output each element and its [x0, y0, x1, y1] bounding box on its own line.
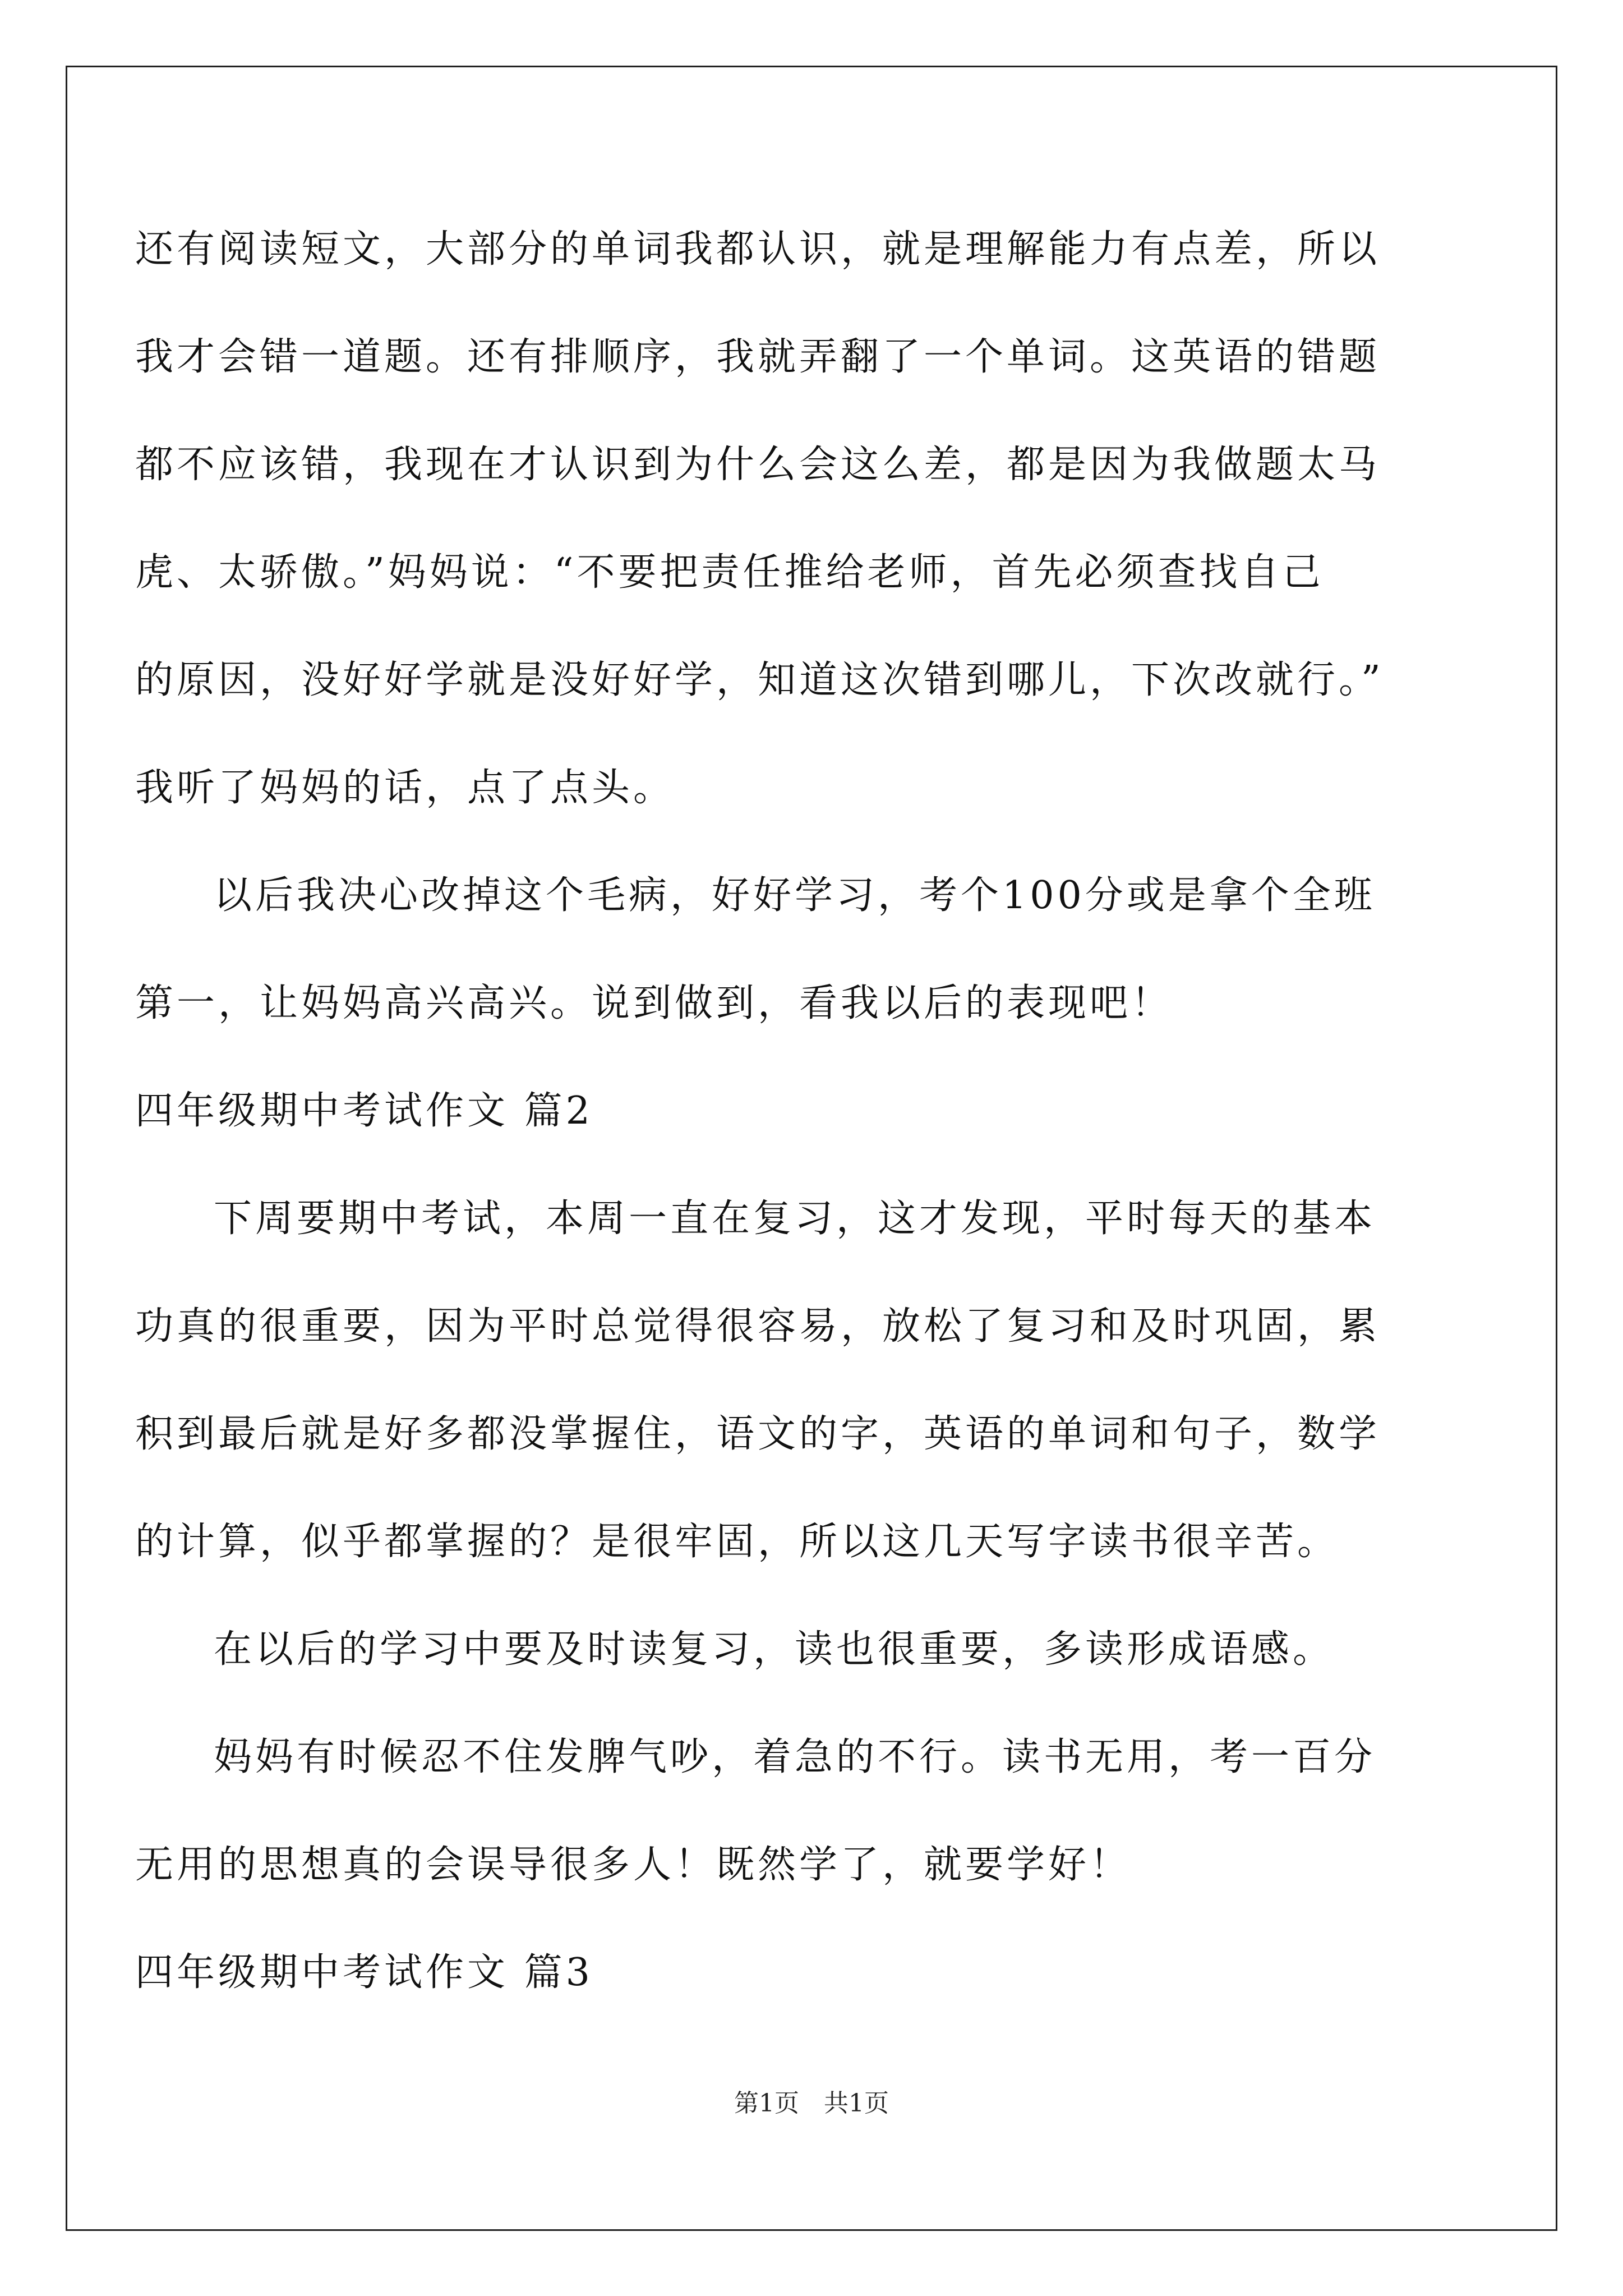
- text-line: 以后我决心改掉这个毛病，好好学习，考个100分或是拿个全班: [214, 873, 1376, 918]
- text-line: 下周要期中考试，本周一直在复习，这才发现，平时每天的基本: [214, 1197, 1376, 1241]
- text-line: 功真的很重要，因为平时总觉得很容易，放松了复习和及时巩固，累: [135, 1304, 1381, 1349]
- text-line: 虎、太骄傲。”妈妈说：“不要把责任推给老师，首先必须查找自己: [135, 550, 1324, 595]
- section-heading: 四年级期中考试作文 篇3: [135, 1950, 593, 1995]
- page-border: [66, 66, 1557, 2231]
- text-line: 都不应该错，我现在才认识到为什么会这么差，都是因为我做题太马: [135, 443, 1381, 487]
- text-line: 的原因，没好好学就是没好好学，知道这次错到哪儿，下次改就行。”: [135, 658, 1384, 702]
- page-number: 第1页 共1页: [734, 2089, 889, 2118]
- text-line: 第一，让妈妈高兴高兴。说到做到，看我以后的表现吧！: [135, 981, 1173, 1025]
- text-line: 妈妈有时候忍不住发脾气吵，着急的不行。读书无用，考一百分: [214, 1735, 1376, 1779]
- section-heading: 四年级期中考试作文 篇2: [135, 1089, 593, 1133]
- text-line: 我才会错一道题。还有排顺序，我就弄翻了一个单词。这英语的错题: [135, 335, 1381, 379]
- text-line: 我听了妈妈的话，点了点头。: [135, 766, 675, 810]
- text-line: 的计算，似乎都掌握的？是很牢固，所以这几天写字读书很辛苦。: [135, 1520, 1339, 1564]
- text-line: 无用的思想真的会误导很多人！既然学了，就要学好！: [135, 1843, 1132, 1887]
- text-line: 积到最后就是好多都没掌握住，语文的字，英语的单词和句子，数学: [135, 1412, 1381, 1456]
- text-line: 还有阅读短文，大部分的单词我都认识，就是理解能力有点差，所以: [135, 227, 1381, 272]
- text-line: 在以后的学习中要及时读复习，读也很重要，多读形成语感。: [214, 1627, 1335, 1672]
